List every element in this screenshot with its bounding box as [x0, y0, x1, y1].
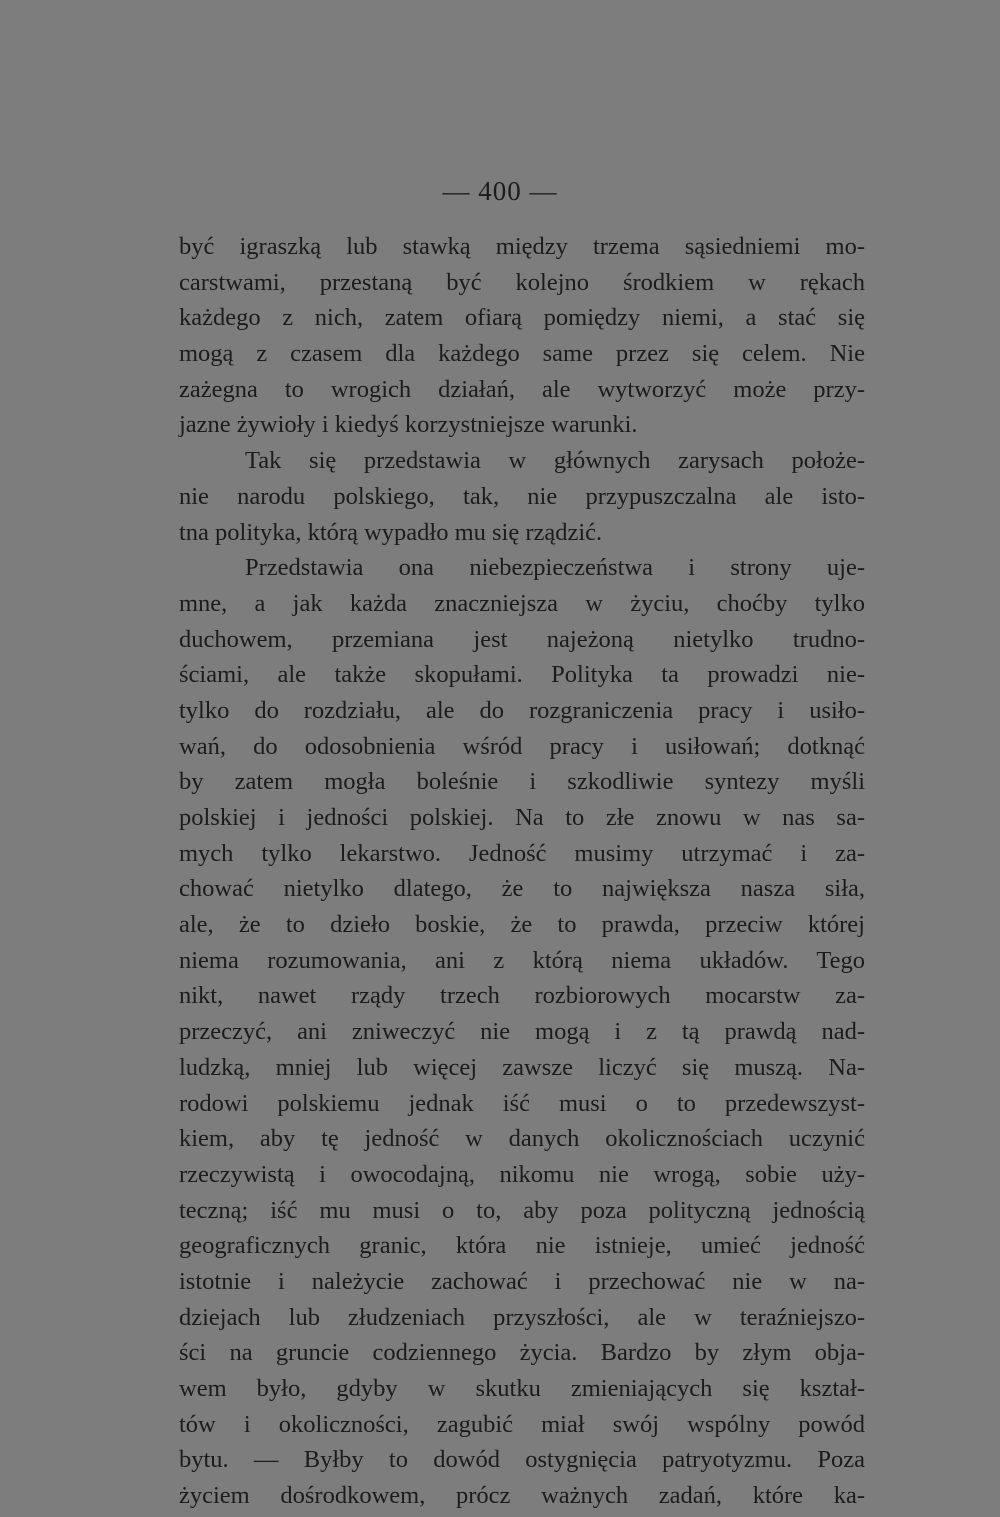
text-line: mogą z czasem dla każdego same przez się celem. Nie	[179, 340, 865, 368]
text-line: mych tylko lekarstwo. Jedność musimy utrzymać i za-	[179, 839, 865, 867]
text-line: geograficznych granic, która nie istnieje, umieć jedność	[179, 1232, 865, 1260]
text-line: nie narodu polskiego, tak, nie przypuszczalna ale isto-	[179, 482, 865, 510]
text-line: ale, że to dzieło boskie, że to prawda, przeciw której	[179, 911, 865, 939]
text-line: rodowi polskiemu jednak iść musi o to przedewszyst-	[179, 1089, 865, 1117]
paragraph-start-line: Tak się przedstawia w głównych zarysach położe-	[245, 447, 865, 475]
text-line: dziejach lub złudzeniach przyszłości, ale w teraźniejszo-	[179, 1303, 865, 1331]
text-line: tów i okoliczności, zagubić miał swój wspólny powód	[179, 1410, 865, 1438]
text-line: mne, a jak każda znaczniejsza w życiu, choćby tylko	[179, 589, 865, 617]
text-line: niema rozumowania, ani z którą niema układów. Tego	[179, 946, 865, 974]
body-text	[179, 229, 865, 1514]
text-line: teczną; iść mu musi o to, aby poza polityczną jednością	[179, 1196, 865, 1224]
text-line: chować nietylko dlatego, że to największa nasza siła,	[179, 875, 865, 903]
text-line: wem było, gdyby w skutku zmieniających się kształ-	[179, 1375, 865, 1402]
text-line: ludzką, mniej lub więcej zawsze liczyć się muszą. Na-	[179, 1053, 865, 1081]
text-line: jazne żywioły i kiedyś korzystniejsze warunki.	[179, 411, 638, 439]
text-line: życiem dośrodkowem, prócz ważnych zadań, które ka-	[179, 1482, 865, 1510]
text-line: bytu. — Byłby to dowód ostygnięcia patryotyzmu. Poza	[179, 1446, 865, 1474]
text-line: każdego z nich, zatem ofiarą pomiędzy niemi, a stać się	[179, 304, 865, 332]
paragraph-start-line: Przedstawia ona niebezpieczeństwa i strony uje-	[245, 554, 865, 582]
text-line: być igraszką lub stawką między trzema sąsiedniemi mo-	[179, 233, 865, 260]
text-line: rzeczywistą i owocodajną, nikomu nie wrogą, sobie uży-	[179, 1160, 865, 1188]
text-line: ściami, ale także skopułami. Polityka ta prowadzi nie-	[179, 661, 865, 689]
text-line: polskiej i jedności polskiej. Na to złe znowu w nas sa-	[179, 804, 865, 831]
text-line: kiem, aby tę jedność w danych okolicznościach uczynić	[179, 1125, 865, 1153]
text-line: istotnie i należycie zachować i przechować nie w na-	[179, 1267, 865, 1295]
text-line: duchowem, przemiana jest najeżoną nietylko trudno-	[179, 625, 865, 653]
text-line: przeczyć, ani zniweczyć nie mogą i z tą prawdą nad-	[179, 1018, 865, 1046]
text-line: by zatem mogła boleśnie i szkodliwie syntezy myśli	[179, 768, 865, 796]
text-line: ści na gruncie codziennego życia. Bardzo by złym obja-	[179, 1339, 865, 1367]
text-line: nikt, nawet rządy trzech rozbiorowych mocarstw za-	[179, 982, 865, 1010]
text-line: tylko do rozdziału, ale do rozgraniczenia pracy i usiło-	[179, 696, 865, 724]
page-number: — 400 —	[442, 176, 558, 206]
text-line: zażegna to wrogich działań, ale wytworzyć może przy-	[179, 375, 865, 403]
text-line: wań, do odosobnienia wśród pracy i usiłowań; dotknąć	[179, 732, 865, 760]
text-line: carstwami, przestaną być kolejno środkiem w rękach	[179, 268, 865, 296]
text-line: tna polityka, którą wypadło mu się rządzić.	[179, 518, 603, 546]
